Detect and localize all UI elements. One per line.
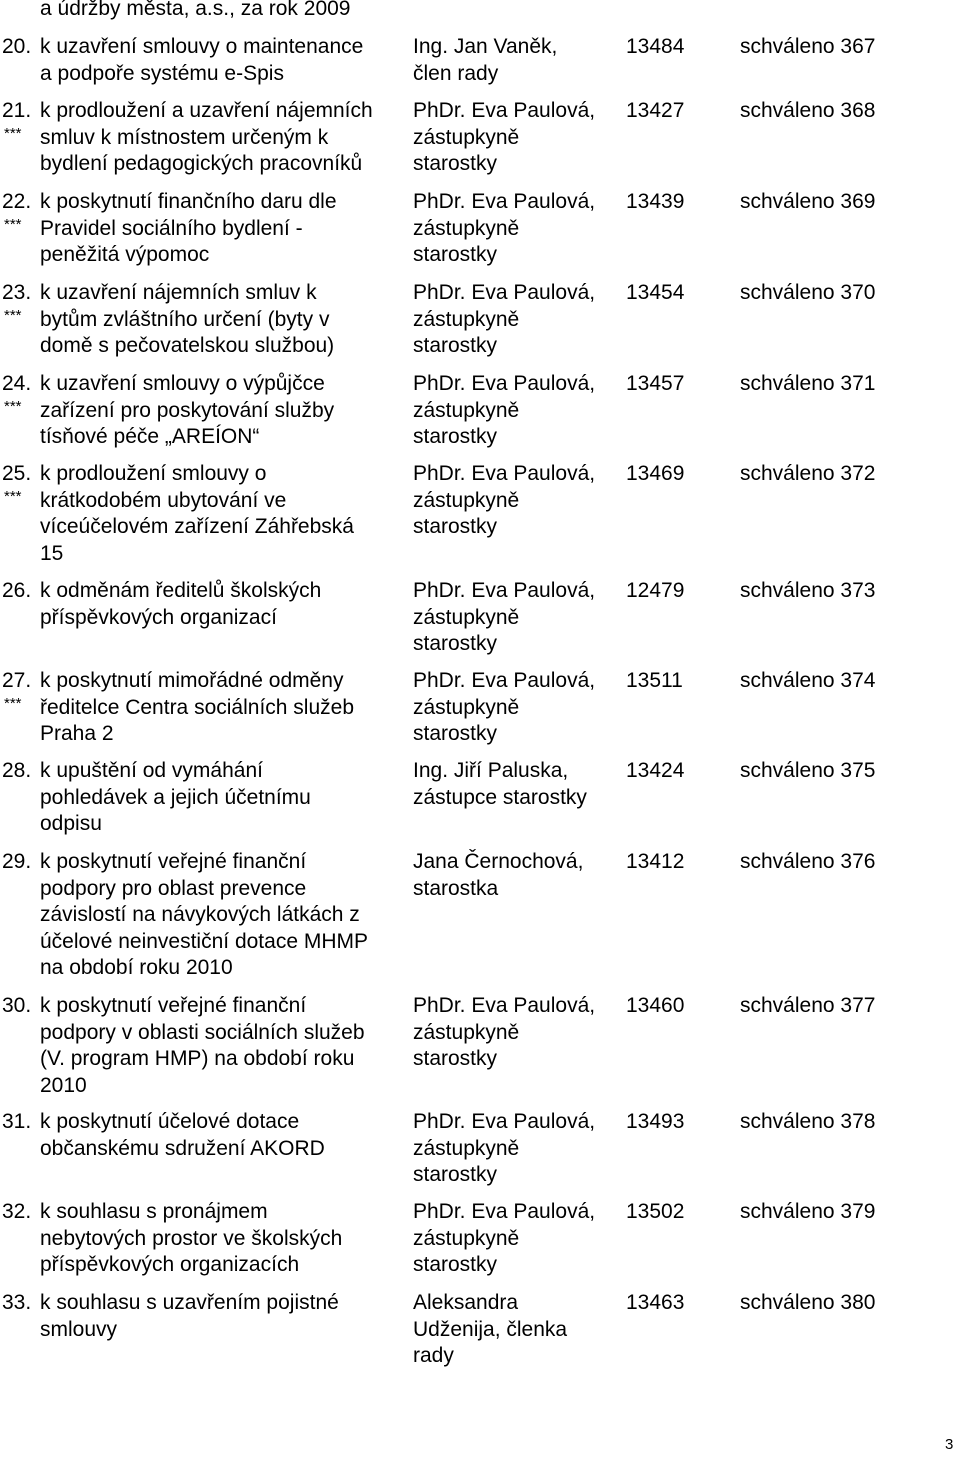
item-resolution-status: schváleno 377 bbox=[740, 994, 876, 1017]
item-presenter bbox=[413, 1290, 618, 1370]
item-title-line: k prodloužení a uzavření nájemních bbox=[40, 99, 373, 122]
item-presenter bbox=[413, 371, 618, 451]
item-document-number: 13469 bbox=[626, 462, 685, 485]
item-title-line: Praha 2 bbox=[40, 722, 114, 745]
item-title bbox=[40, 1109, 410, 1162]
item-number: 28. bbox=[2, 759, 32, 782]
item-title bbox=[40, 1290, 410, 1343]
item-presenter-line: starostky bbox=[413, 425, 498, 448]
item-title bbox=[40, 578, 410, 631]
item-document-number: 13484 bbox=[626, 35, 685, 58]
item-title-line: a podpoře systému e-Spis bbox=[40, 61, 284, 85]
item-number: 25. bbox=[2, 462, 32, 485]
item-title-line: k poskytnutí mimořádné odměny bbox=[40, 669, 344, 692]
item-title-line: k poskytnutí veřejné finanční bbox=[40, 850, 307, 873]
item-number: 24. bbox=[2, 372, 32, 395]
item-title-line: k poskytnutí finančního daru dle bbox=[40, 190, 337, 213]
item-number: 23. bbox=[2, 281, 32, 304]
item-document-number: 13511 bbox=[626, 669, 683, 692]
item-title-line: smluv k místnostem určeným k bbox=[40, 125, 329, 149]
item-presenter-line: starostky bbox=[413, 243, 498, 266]
item-presenter-line: zástupkyně bbox=[413, 1136, 520, 1160]
item-presenter-line: starostky bbox=[413, 1253, 498, 1276]
item-presenter-line: zástupkyně bbox=[413, 125, 520, 149]
item-stars: *** bbox=[4, 398, 22, 415]
item-resolution-status: schváleno 379 bbox=[740, 1200, 876, 1223]
item-presenter-line: PhDr. Eva Paulová, bbox=[413, 281, 596, 304]
item-title-line: občanskému sdružení AKORD bbox=[40, 1136, 325, 1160]
item-title-line: tísňové péče „AREÍON“ bbox=[40, 425, 260, 448]
item-resolution-status: schváleno 378 bbox=[740, 1110, 876, 1133]
item-title bbox=[40, 280, 410, 360]
item-presenter-line: zástupkyně bbox=[413, 216, 520, 240]
item-title-line: příspěvkových organizacích bbox=[40, 1253, 300, 1276]
item-title-line: domě s pečovatelskou službou) bbox=[40, 334, 335, 357]
item-number: 30. bbox=[2, 994, 32, 1017]
item-resolution-status: schváleno 371 bbox=[740, 372, 876, 395]
item-presenter-line: starostky bbox=[413, 515, 498, 538]
item-title-line: k uzavření nájemních smluv k bbox=[40, 281, 317, 304]
item-presenter-line: zástupkyně bbox=[413, 1020, 520, 1044]
item-presenter-line: rady bbox=[413, 1344, 454, 1367]
item-title bbox=[40, 668, 410, 748]
item-presenter bbox=[413, 189, 618, 269]
item-title bbox=[40, 371, 410, 451]
item-title-line: podpory v oblasti sociálních služeb bbox=[40, 1020, 365, 1044]
item-title-line: nebytových prostor ve školských bbox=[40, 1226, 343, 1250]
header-fragment: a údržby města, a.s., za rok 2009 bbox=[40, 0, 351, 20]
item-presenter-line: PhDr. Eva Paulová, bbox=[413, 1200, 596, 1223]
item-document-number: 13439 bbox=[626, 190, 685, 213]
item-title-line: zařízení pro poskytování služby bbox=[40, 398, 335, 422]
item-title-line: k poskytnutí účelové dotace bbox=[40, 1110, 300, 1133]
item-stars: *** bbox=[4, 307, 22, 324]
item-title-line: odpisu bbox=[40, 812, 102, 835]
item-presenter-line: PhDr. Eva Paulová, bbox=[413, 579, 596, 602]
item-presenter-line: zástupkyně bbox=[413, 307, 520, 331]
item-presenter-line: PhDr. Eva Paulová, bbox=[413, 372, 596, 395]
item-presenter-line: PhDr. Eva Paulová, bbox=[413, 462, 596, 485]
item-presenter-line: starostky bbox=[413, 334, 498, 357]
item-presenter-line: starostky bbox=[413, 152, 498, 175]
item-presenter-line: starostky bbox=[413, 1047, 498, 1070]
item-number: 26. bbox=[2, 579, 32, 602]
item-number: 29. bbox=[2, 850, 32, 873]
item-title bbox=[40, 461, 410, 567]
item-number: 20. bbox=[2, 35, 32, 58]
item-presenter-line: zástupkyně bbox=[413, 398, 520, 422]
item-presenter-line: Jana Černochová, bbox=[413, 850, 584, 873]
item-presenter-line: zástupkyně bbox=[413, 1226, 520, 1250]
item-title-line: na období roku 2010 bbox=[40, 956, 233, 979]
item-presenter-line: starostka bbox=[413, 876, 499, 900]
item-presenter bbox=[413, 849, 618, 902]
item-presenter-line: PhDr. Eva Paulová, bbox=[413, 190, 596, 213]
item-presenter-line: starostky bbox=[413, 722, 498, 745]
item-stars: *** bbox=[4, 695, 22, 712]
item-presenter-line: Udženija, členka bbox=[413, 1317, 568, 1341]
item-resolution-status: schváleno 373 bbox=[740, 579, 876, 602]
item-document-number: 13460 bbox=[626, 994, 685, 1017]
item-presenter-line: PhDr. Eva Paulová, bbox=[413, 99, 596, 122]
item-number: 33. bbox=[2, 1291, 32, 1314]
item-title bbox=[40, 849, 410, 982]
item-presenter-line: Aleksandra bbox=[413, 1291, 519, 1314]
item-document-number: 13457 bbox=[626, 372, 685, 395]
item-title-line: ředitelce Centra sociálních služeb bbox=[40, 695, 354, 719]
item-title-line: (V. program HMP) na období roku bbox=[40, 1047, 355, 1070]
item-title-line: k uzavření smlouvy o výpůjčce bbox=[40, 372, 325, 395]
item-presenter-line: zástupkyně bbox=[413, 488, 520, 512]
item-resolution-status: schváleno 369 bbox=[740, 190, 876, 213]
item-title bbox=[40, 34, 410, 87]
item-number: 32. bbox=[2, 1200, 32, 1223]
item-title-line: podpory pro oblast prevence bbox=[40, 876, 307, 900]
page-number: 3 bbox=[945, 1436, 954, 1453]
item-title-line: k souhlasu s uzavřením pojistné bbox=[40, 1291, 339, 1314]
item-document-number: 13412 bbox=[626, 850, 685, 873]
item-document-number: 13493 bbox=[626, 1110, 685, 1133]
item-presenter-line: Ing. Jiří Paluska, bbox=[413, 759, 569, 782]
item-title bbox=[40, 993, 410, 1099]
item-resolution-status: schváleno 374 bbox=[740, 669, 876, 692]
item-title-line: Pravidel sociálního bydlení - bbox=[40, 216, 303, 240]
item-title bbox=[40, 1199, 410, 1279]
item-presenter-line: zástupce starostky bbox=[413, 785, 587, 809]
item-title-line: 15 bbox=[40, 541, 64, 565]
item-title-line: 2010 bbox=[40, 1073, 87, 1097]
item-resolution-status: schváleno 375 bbox=[740, 759, 876, 782]
item-number: 31. bbox=[2, 1110, 32, 1133]
item-document-number: 13502 bbox=[626, 1200, 685, 1223]
item-resolution-status: schváleno 372 bbox=[740, 462, 876, 485]
item-presenter bbox=[413, 578, 618, 658]
item-stars: *** bbox=[4, 216, 22, 233]
item-title-line: k souhlasu s pronájmem bbox=[40, 1200, 268, 1223]
item-presenter bbox=[413, 1109, 618, 1189]
item-presenter-line: PhDr. Eva Paulová, bbox=[413, 669, 596, 692]
item-resolution-status: schváleno 380 bbox=[740, 1291, 876, 1314]
item-resolution-status: schváleno 376 bbox=[740, 850, 876, 873]
item-title-line: příspěvkových organizací bbox=[40, 605, 277, 629]
item-presenter bbox=[413, 993, 618, 1073]
item-resolution-status: schváleno 368 bbox=[740, 99, 876, 122]
item-presenter-line: PhDr. Eva Paulová, bbox=[413, 1110, 596, 1133]
item-presenter bbox=[413, 758, 618, 811]
item-title bbox=[40, 189, 410, 269]
item-resolution-status: schváleno 370 bbox=[740, 281, 876, 304]
item-document-number: 13427 bbox=[626, 99, 685, 122]
item-title-line: k prodloužení smlouvy o bbox=[40, 462, 267, 485]
item-title-line: k uzavření smlouvy o maintenance bbox=[40, 35, 364, 58]
item-presenter-line: starostky bbox=[413, 1163, 498, 1186]
item-presenter-line: zástupkyně bbox=[413, 605, 520, 629]
item-title-line: bydlení pedagogických pracovníků bbox=[40, 152, 363, 175]
item-number: 22. bbox=[2, 190, 32, 213]
item-title-line: k poskytnutí veřejné finanční bbox=[40, 994, 307, 1017]
item-presenter bbox=[413, 668, 618, 748]
item-presenter-line: Ing. Jan Vaněk, bbox=[413, 35, 558, 58]
item-title bbox=[40, 98, 410, 178]
item-title-line: k upuštění od vymáhání bbox=[40, 759, 263, 782]
item-presenter-line: PhDr. Eva Paulová, bbox=[413, 994, 596, 1017]
item-title-line: pohledávek a jejich účetnímu bbox=[40, 785, 311, 809]
item-presenter bbox=[413, 461, 618, 541]
item-title-line: víceúčelovém zařízení Záhřebská bbox=[40, 515, 354, 538]
item-number: 27. bbox=[2, 669, 32, 692]
item-presenter-line: zástupkyně bbox=[413, 695, 520, 719]
item-number: 21. bbox=[2, 99, 32, 122]
item-title-line: krátkodobém ubytování ve bbox=[40, 488, 287, 512]
item-presenter bbox=[413, 34, 618, 87]
item-presenter bbox=[413, 1199, 618, 1279]
item-title bbox=[40, 758, 410, 838]
item-document-number: 13463 bbox=[626, 1291, 685, 1314]
item-title-line: peněžitá výpomoc bbox=[40, 243, 210, 266]
item-title-line: účelové neinvestiční dotace MHMP bbox=[40, 929, 368, 953]
item-presenter-line: člen rady bbox=[413, 61, 499, 85]
item-document-number: 13424 bbox=[626, 759, 685, 782]
item-resolution-status: schváleno 367 bbox=[740, 35, 876, 58]
item-title-line: bytům zvláštního určení (byty v bbox=[40, 307, 330, 331]
item-document-number: 12479 bbox=[626, 579, 685, 602]
item-presenter-line: starostky bbox=[413, 632, 498, 655]
item-presenter bbox=[413, 98, 618, 178]
item-document-number: 13454 bbox=[626, 281, 685, 304]
item-stars: *** bbox=[4, 125, 22, 142]
item-presenter bbox=[413, 280, 618, 360]
item-title-line: k odměnám ředitelů školských bbox=[40, 579, 322, 602]
item-title-line: smlouvy bbox=[40, 1317, 118, 1341]
item-title-line: závislostí na návykových látkách z bbox=[40, 903, 360, 926]
item-stars: *** bbox=[4, 488, 22, 505]
